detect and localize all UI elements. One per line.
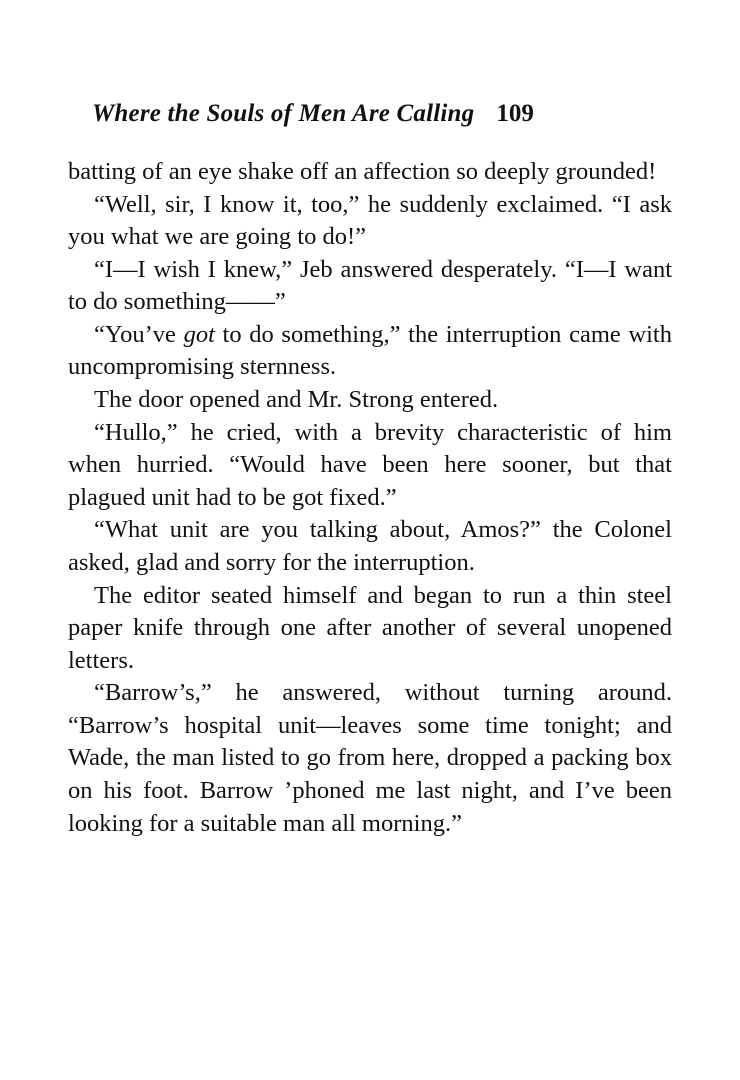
paragraph: “What unit are you talking about, Amos?” the Colonel asked, glad and sorry for the interruption. <box>68 516 672 576</box>
page-number: 109 <box>496 100 534 127</box>
paragraph: “Well, sir, I know it, too,” he suddenly exclaimed. “I ask you what we are going to do!” <box>68 190 672 251</box>
paragraph: “You’ve got to do something,” the interruption came with uncompromising sternness. <box>68 320 672 381</box>
paragraph: batting of an eye shake off an affection so deeply grounded! <box>68 158 657 185</box>
paragraph: The editor seated himself and began to run a thin steel paper knife through one after another of several unopened letters. <box>68 581 672 674</box>
paragraph: The door opened and Mr. Strong entered. <box>94 386 499 414</box>
paragraph: “Barrow’s,” he answered, without turning around. “Barrow’s hospital unit—leaves some time tonight; and Wade, the man listed to go from here, dropped a packing box on his foot. Barrow ’phoned me last night, and I’ve been looking for a suitable man all morning.” <box>68 679 672 837</box>
running-head <box>68 100 672 128</box>
paragraph: “Hullo,” he cried, with a brevity characteristic of him when hurried. “Would have been here sooner, but that plagued unit had to be got fixed.” <box>68 418 672 511</box>
running-title: Where the Souls of Men Are Calling <box>92 100 475 127</box>
body-text <box>68 156 672 840</box>
paragraph: “I—I wish I knew,” Jeb answered desperately. “I—I want to do something——” <box>68 255 672 316</box>
